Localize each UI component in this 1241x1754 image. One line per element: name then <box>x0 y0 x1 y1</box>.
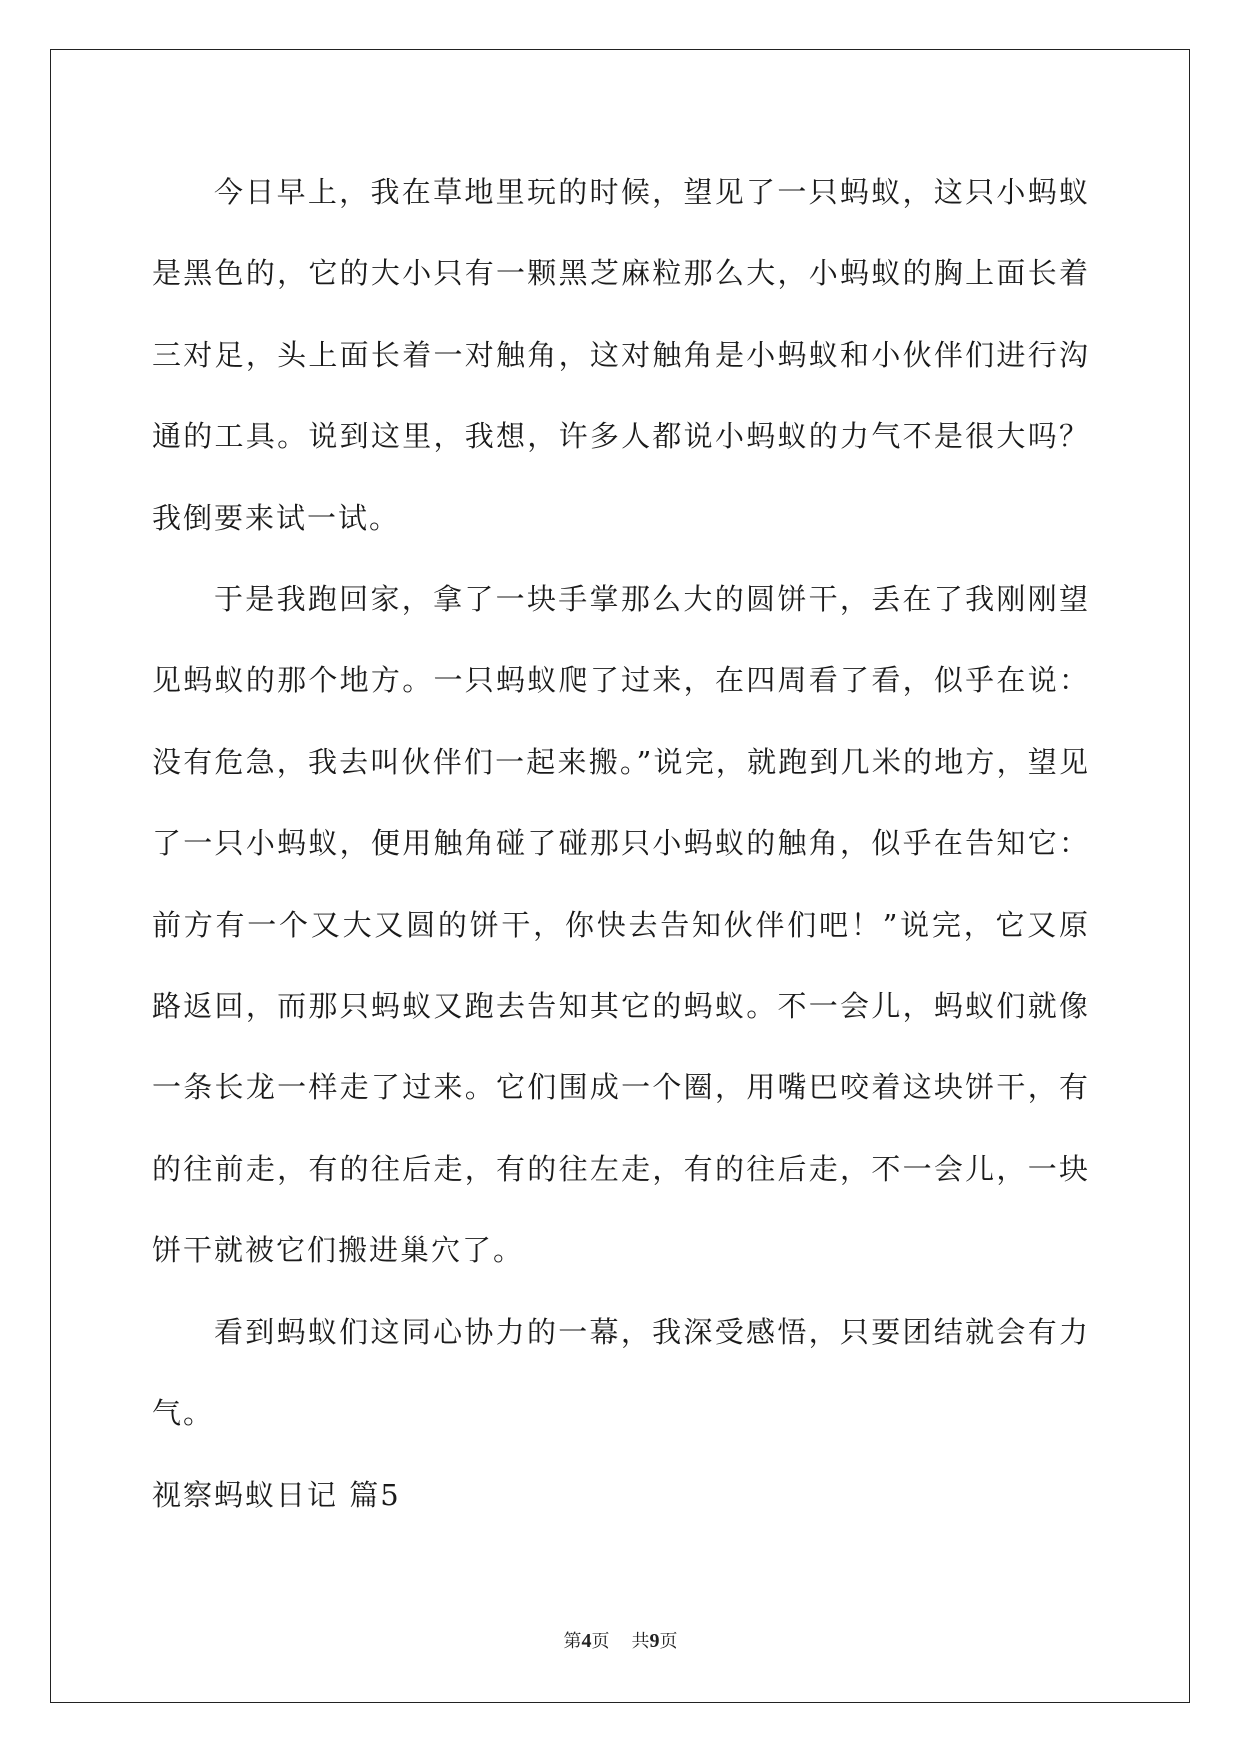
total-prefix: 共 <box>631 1631 650 1652</box>
page-suffix: 页 <box>591 1631 610 1652</box>
total-suffix: 页 <box>659 1631 678 1652</box>
page-footer <box>0 1627 1241 1653</box>
total-pages: 9 <box>649 1630 660 1652</box>
page-prefix: 第 <box>563 1631 582 1652</box>
page-number: 4 <box>581 1630 592 1652</box>
paragraph-3: 看到蚂蚁们这同心协力的一幕，我深受感悟，只要团结就会有力气。 <box>152 1314 1090 1431</box>
paragraph-1: 今日早上，我在草地里玩的时候，望见了一只蚂蚁，这只小蚂蚁是黑色的，它的大小只有一颗黑芝麻粒那么大，小蚂蚁的胸上面长着三对足，头上面长着一对触角，这对触角是小蚂蚁和小伙伴们进行沟通的工具。说到这里，我想，许多人都说小蚂蚁的力气不是很大吗？我倒要来试一试。 <box>152 175 1090 535</box>
document-body <box>152 152 1090 1536</box>
section-heading: 视察蚂蚁日记 篇5 <box>152 1477 401 1512</box>
paragraph-2: 于是我跑回家，拿了一块手掌那么大的圆饼干，丢在了我刚刚望见蚂蚁的那个地方。一只蚂蚁爬了过来，在四周看了看，似乎在说：没有危急，我去叫伙伴们一起来搬。”说完，就跑到几米的地方，望见了一只小蚂蚁，便用触角碰了碰那只小蚂蚁的触角，似乎在告知它：前方有一个又大又圆的饼干，你快去告知伙伴们吧！”说完，它又原路返回，而那只蚂蚁又跑去告知其它的蚂蚁。不一会儿，蚂蚁们就像一条长龙一样走了过来。它们围成一个圈，用嘴巴咬着这块饼干，有的往前走，有的往后走，有的往左走，有的往后走，不一会儿，一块饼干就被它们搬进巢穴了。 <box>152 582 1090 1268</box>
